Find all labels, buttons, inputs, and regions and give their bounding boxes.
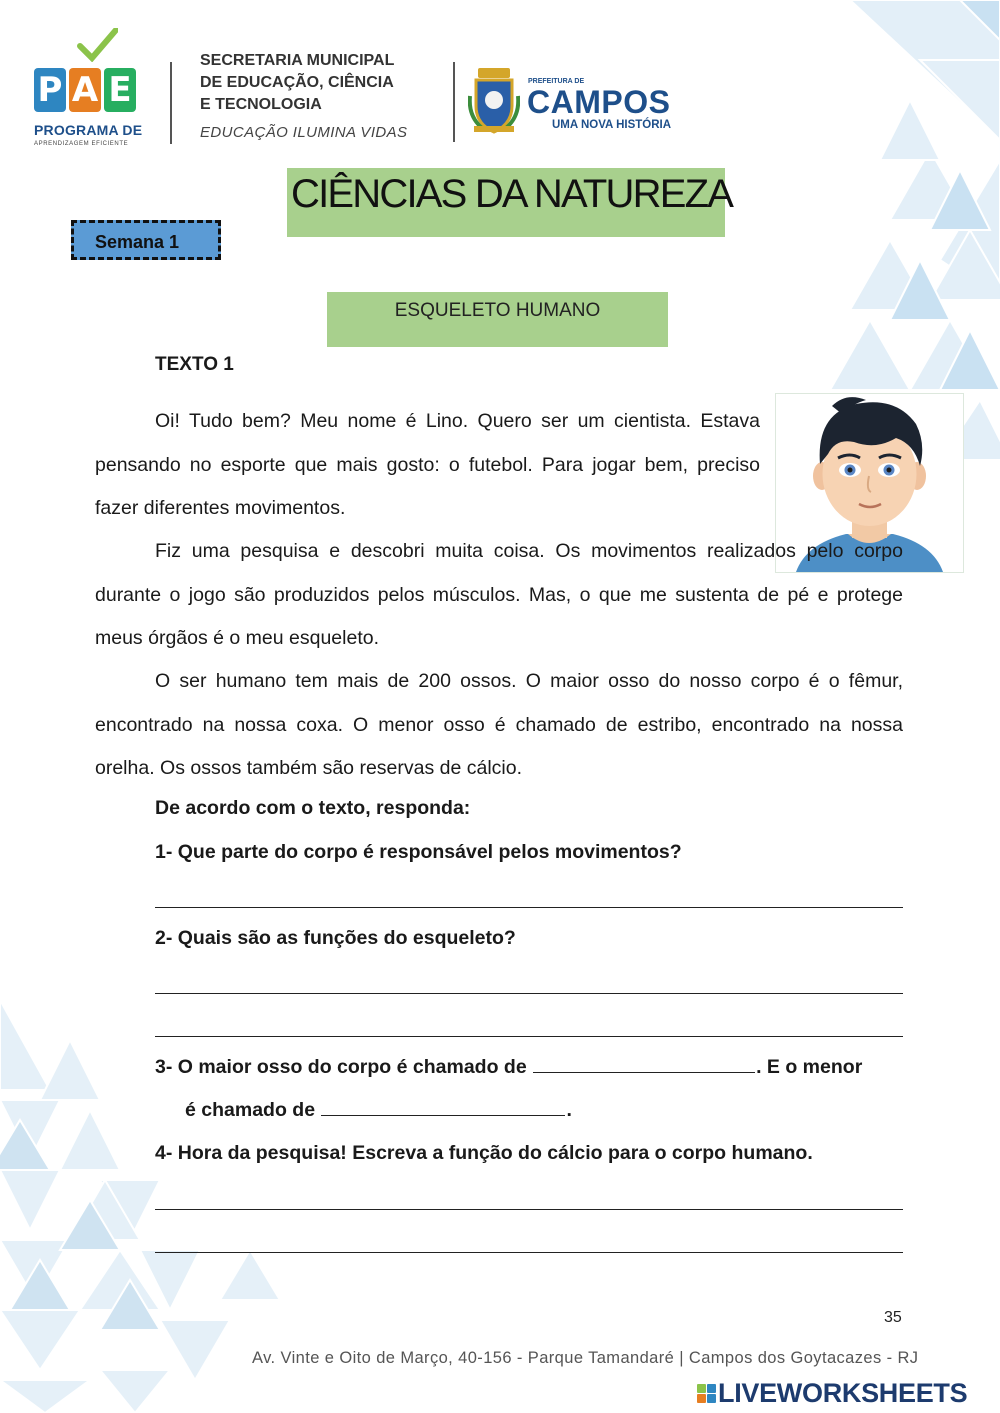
week-label: Semana 1 (95, 232, 180, 252)
instructions: De acordo com o texto, responda: (155, 797, 471, 819)
answer-line-q2-a[interactable] (155, 993, 903, 994)
question-3-part2: . E o menor (756, 1056, 863, 1078)
week-badge (71, 220, 221, 260)
answer-line-q1[interactable] (155, 907, 903, 908)
paragraph-1: Oi! Tudo bem? Meu nome é Lino. Quero ser um cientista. Estava pensando no esporte que mais gosto: o futebol. Para jogar bem, preciso fazer diferentes movimentos. (95, 410, 760, 519)
question-3-cont (185, 1099, 572, 1122)
question-3-part4: . (566, 1099, 572, 1121)
liveworksheets-text: LIVEWORKSHEETS (718, 1378, 968, 1408)
prefeitura-label: PREFEITURA DE (528, 78, 585, 85)
motto: EDUCAÇÃO ILUMINA VIDAS (200, 124, 408, 141)
city-coat-of-arms-icon (468, 66, 520, 136)
answer-line-q4-a[interactable] (155, 1209, 903, 1210)
pae-letter-e: E (104, 68, 136, 112)
answer-blank-smallest-bone[interactable] (321, 1099, 565, 1116)
question-4: 4- Hora da pesquisa! Escreva a função do cálcio para o corpo humano. (155, 1142, 813, 1164)
answer-line-q4-b[interactable] (155, 1252, 903, 1253)
page-number: 35 (884, 1309, 902, 1326)
answer-blank-largest-bone[interactable] (533, 1056, 755, 1073)
pae-letter-a: A (69, 68, 101, 112)
topic-box (327, 292, 668, 347)
secretaria-line: SECRETARIA MUNICIPAL (200, 52, 395, 69)
secretaria-line: DE EDUCAÇÃO, CIÊNCIA (200, 74, 394, 91)
pae-letter-p: P (34, 68, 66, 112)
header-divider (453, 62, 455, 142)
question-3-part1: 3- O maior osso do corpo é chamado de (155, 1056, 527, 1078)
header-divider (170, 62, 172, 144)
secretaria-line: E TECNOLOGIA (200, 96, 322, 113)
answer-line-q2-b[interactable] (155, 1036, 903, 1037)
pae-subtitle-small: APRENDIZAGEM EFICIENTE (34, 141, 129, 147)
topic-title: ESQUELETO HUMANO (394, 300, 601, 321)
city-tagline: UMA NOVA HISTÓRIA (552, 119, 672, 131)
page-title-box (287, 168, 733, 237)
question-2: 2- Quais são as funções do esqueleto? (155, 927, 516, 949)
text-heading: TEXTO 1 (155, 354, 234, 375)
page-title: CIÊNCIAS DA NATUREZA (291, 172, 733, 216)
footer-address: Av. Vinte e Oito de Março, 40-156 - Parque Tamandaré | Campos dos Goytacazes - RJ (252, 1349, 919, 1367)
secretaria-block (200, 50, 407, 141)
liveworksheets-logo (697, 1378, 967, 1409)
city-name: CAMPOS (527, 84, 671, 120)
question-3 (155, 1056, 862, 1079)
question-1: 1- Que parte do corpo é responsável pelos movimentos? (155, 841, 682, 863)
pae-logo (32, 28, 144, 150)
liveworksheets-grid-icon (697, 1384, 716, 1403)
paragraph-3: O ser humano tem mais de 200 ossos. O maior osso do nosso corpo é o fêmur, encontrado na nossa coxa. O menor osso é chamado de estribo, encontrado na nossa orelha. Os ossos também são reservas de cálcio. (95, 670, 903, 779)
question-3-part3: é chamado de (185, 1099, 316, 1121)
pae-subtitle: PROGRAMA DE (34, 122, 143, 138)
paragraph-2: Fiz uma pesquisa e descobri muita coisa. Os movimentos realizados pelo corpo durante o jogo são produzidos pelos músculos. Mas, o que me sustenta de pé e protege meus órgãos é o meu esqueleto. (95, 540, 903, 649)
checkmark-icon (76, 28, 118, 62)
